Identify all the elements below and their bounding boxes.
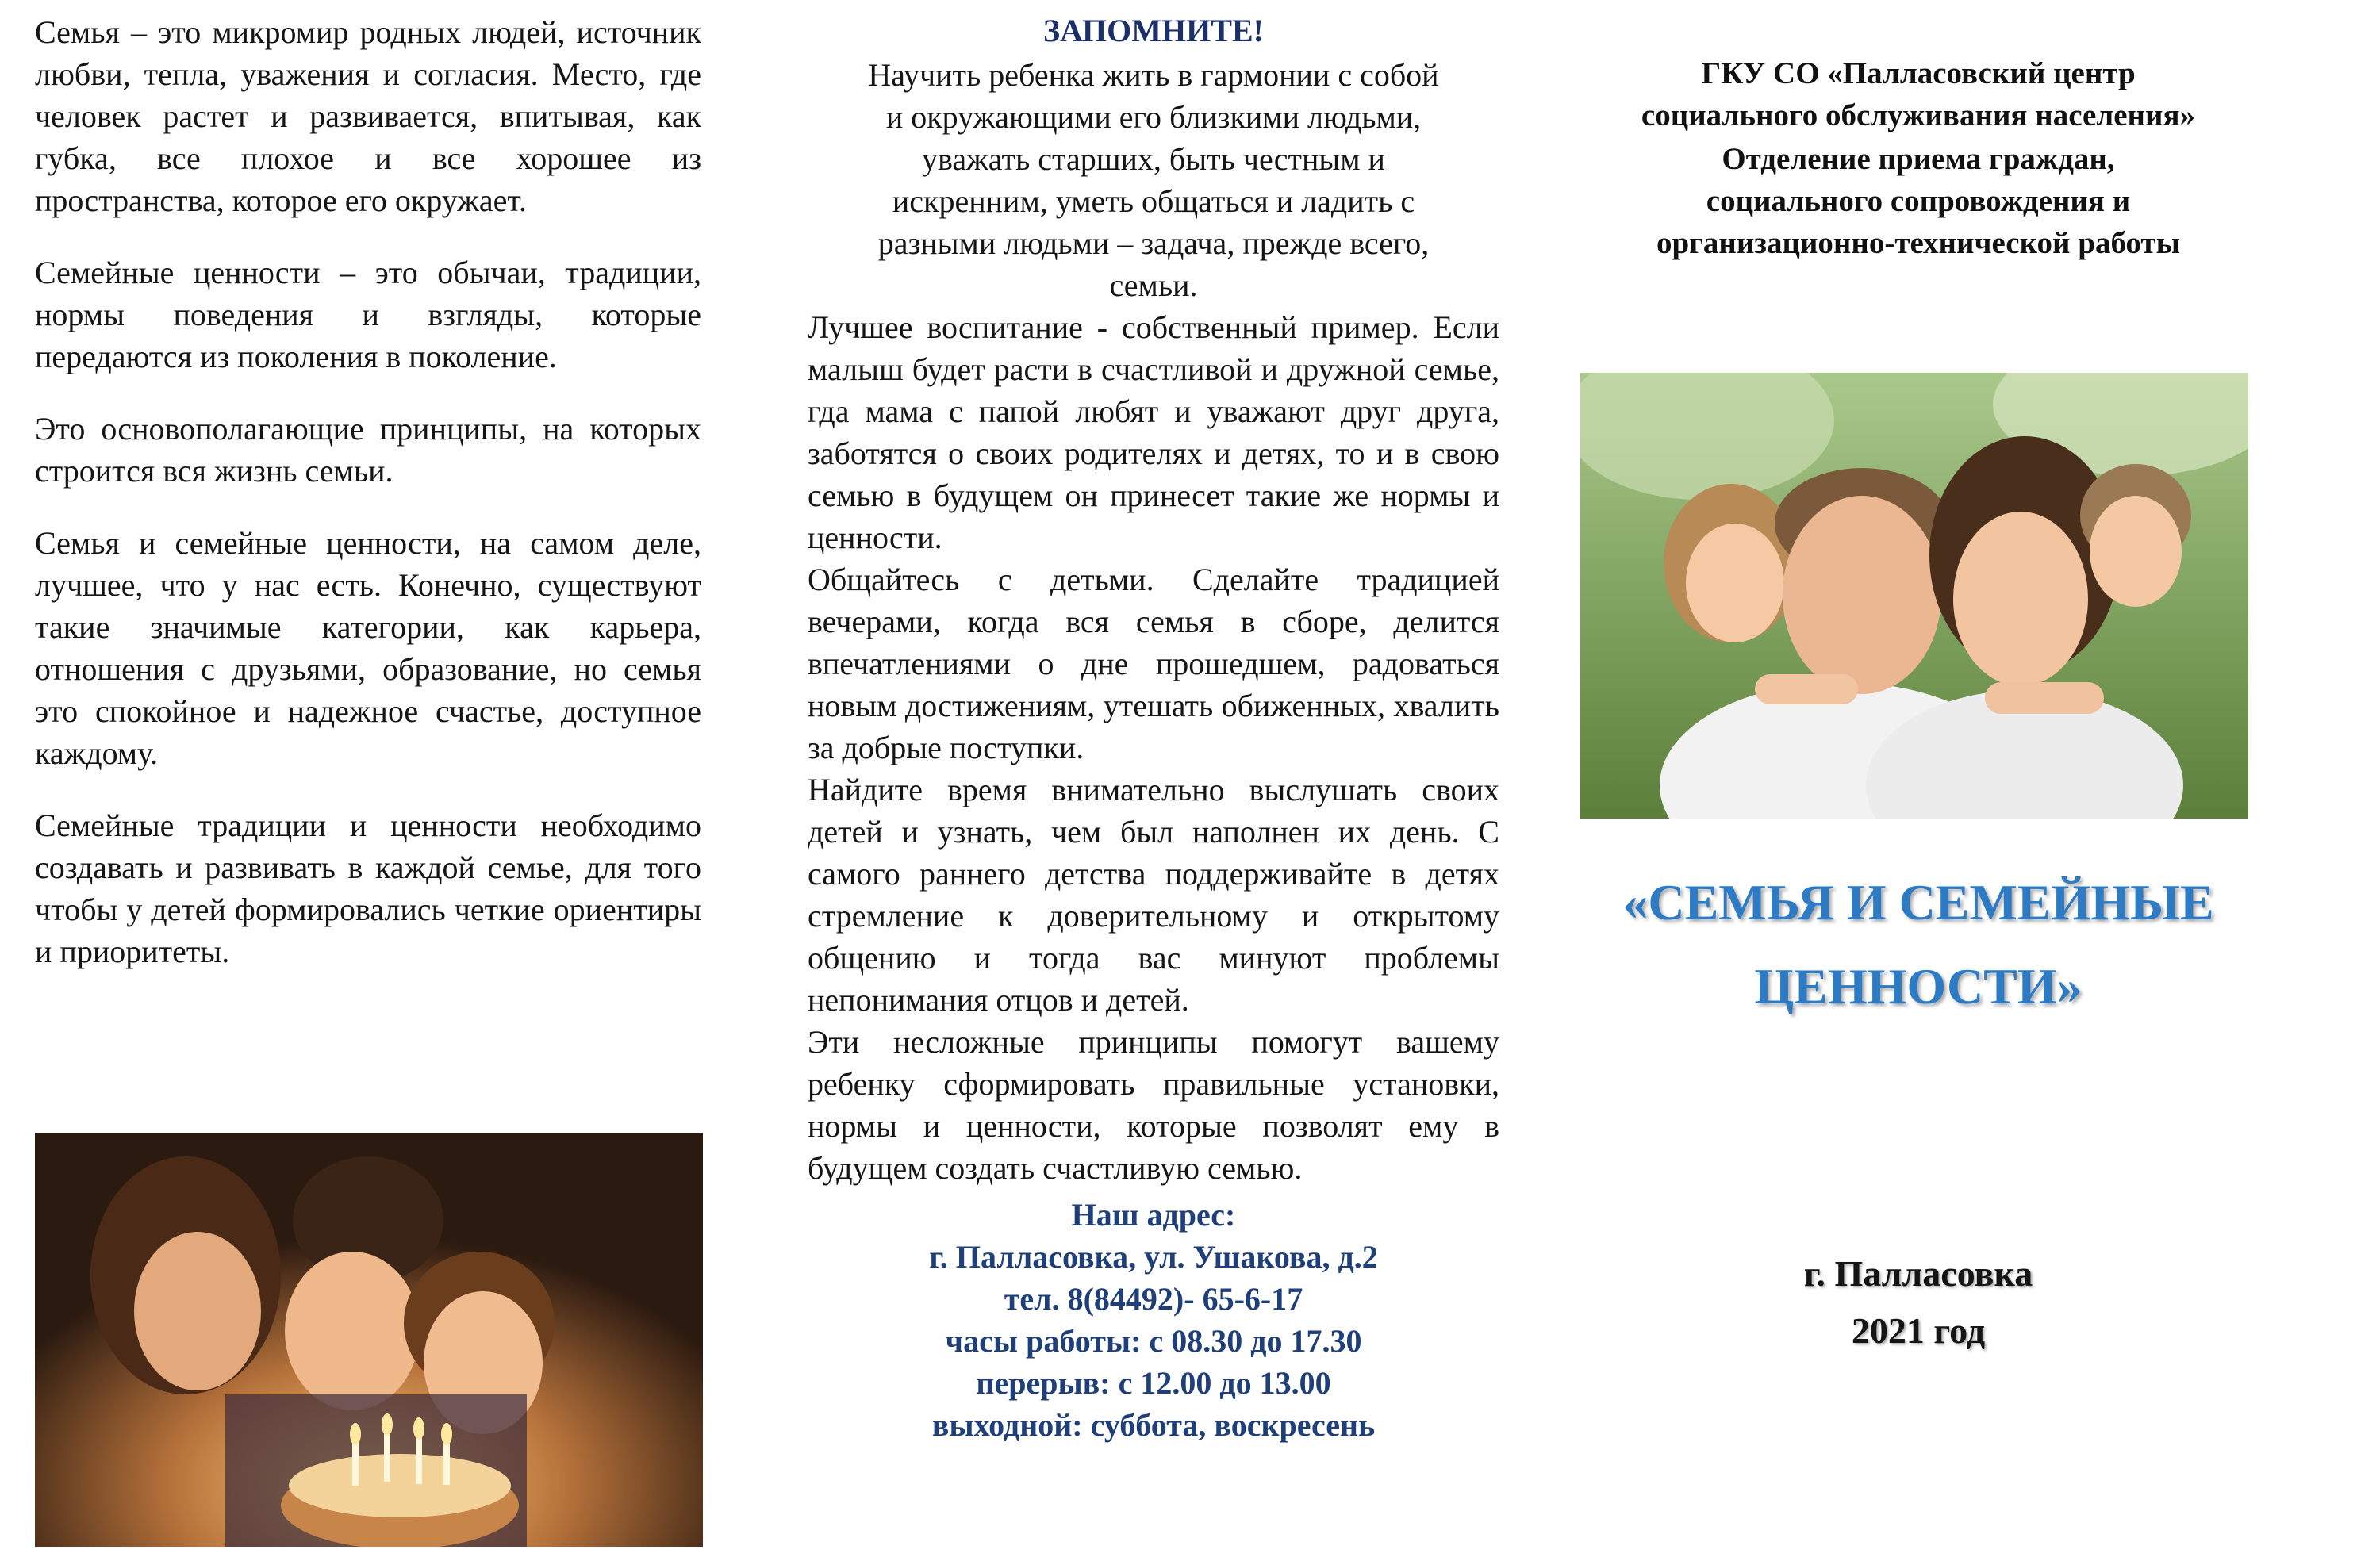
- intro-line: искренним, уметь общаться и ладить с: [892, 183, 1415, 219]
- birthday-family-photo: [35, 1133, 703, 1547]
- org-line: ГКУ СО «Палласовский центр: [1701, 56, 2136, 90]
- department-name: [1569, 138, 2267, 264]
- address-street: г. Палласовка, ул. Ушакова, д.2: [929, 1239, 1378, 1275]
- org-name: [1569, 52, 2267, 136]
- left-column: [35, 11, 701, 1003]
- address-days-off: выходной: суббота, воскресень: [931, 1407, 1376, 1443]
- paragraph-example: Лучшее воспитание - собственный пример. Если малыш будет расти в счастливой и дружной семье, гда мама с папой любят и уважают друг друга, заботятся о своих родителях и детях, то и в свою семью в будущем он принесет такие же нормы и ценности.: [808, 309, 1499, 555]
- org-line: социального обслуживания населения»: [1641, 98, 2196, 132]
- intro-line: уважать старших, быть честным и: [922, 141, 1385, 177]
- intro-line: семьи.: [1109, 267, 1198, 303]
- paragraph-listen: Найдите время внимательно выслушать своих детей и узнать, чем был наполнен их день. С самого раннего детства поддерживайте в детях стремление к доверительному и открытому общению и тогда вас минуют проблемы непонимания отцов и детей.: [808, 772, 1499, 1018]
- middle-column: [808, 0, 1499, 1446]
- year: 2021 год: [1851, 1310, 1986, 1351]
- paragraph-principles-help: Эти несложные принципы помогут вашему ребенку сформировать правильные установки, нормы и ценности, которые позволят ему в будущем создать счастливую семью.: [808, 1024, 1499, 1186]
- town-name: г. Палласовка: [1803, 1253, 2033, 1294]
- dept-line: организационно-технической работы: [1656, 226, 2181, 260]
- intro-line: Научить ребенка жить в гармонии с собой: [868, 57, 1439, 93]
- address-label: Наш адрес:: [1071, 1197, 1236, 1233]
- address-hours: часы работы: с 08.30 до 17.30: [945, 1323, 1362, 1359]
- paragraph-communicate: Общайтесь с детьми. Сделайте традицией вечерами, когда вся семья в сборе, делится впечатлениями о дне прошедшем, радоваться новым достижениям, утешать обиженных, хвалить за добрые поступки.: [808, 562, 1499, 765]
- family-photo: [1580, 373, 2248, 819]
- remember-heading: ЗАПОМНИТЕ!: [1043, 13, 1264, 48]
- address-phone: тел. 8(84492)- 65-6-17: [1004, 1281, 1303, 1317]
- paragraph-best-thing: Семья и семейные ценности, на самом деле, лучшее, что у нас есть. Конечно, существуют такие значимые категории, как карьера, отношения с друзьями, образование, но семья это спокойное и надежное счастье, доступное каждому.: [35, 525, 701, 771]
- paragraph-family-values: Семейные ценности – это обычаи, традиции, нормы поведения и взгляды, которые передаются из поколения в поколение.: [35, 255, 701, 374]
- right-column: [1569, 52, 2267, 264]
- title-line: «СЕМЬЯ И СЕМЕЙНЫЕ: [1622, 874, 2214, 930]
- dept-line: социального сопровождения и: [1706, 184, 2131, 218]
- title-line: ЦЕННОСТИ»: [1754, 958, 2082, 1014]
- intro-line: разными людьми – задача, прежде всего,: [877, 225, 1430, 261]
- address-break: перерыв: с 12.00 до 13.00: [976, 1365, 1331, 1401]
- town-year-block: [1569, 1245, 2267, 1360]
- paragraph-family-definition: Семья – это микромир родных людей, источник любви, тепла, уважения и согласия. Место, где человек растет и развивается, впитывая, как губка, все плохое и все хорошее из пространства, которое его окружает.: [35, 14, 701, 218]
- paragraph-principles: Это основополагающие принципы, на которых строится вся жизнь семьи.: [35, 411, 701, 489]
- address-block: [808, 1194, 1499, 1446]
- brochure-title: [1569, 861, 2267, 1029]
- intro-line: и окружающими его близкими людьми,: [885, 99, 1422, 135]
- dept-line: Отделение приема граждан,: [1722, 142, 2115, 176]
- paragraph-traditions: Семейные традиции и ценности необходимо создавать и развивать в каждой семье, для того чтобы у детей формировались четкие ориентиры и приоритеты.: [35, 807, 701, 969]
